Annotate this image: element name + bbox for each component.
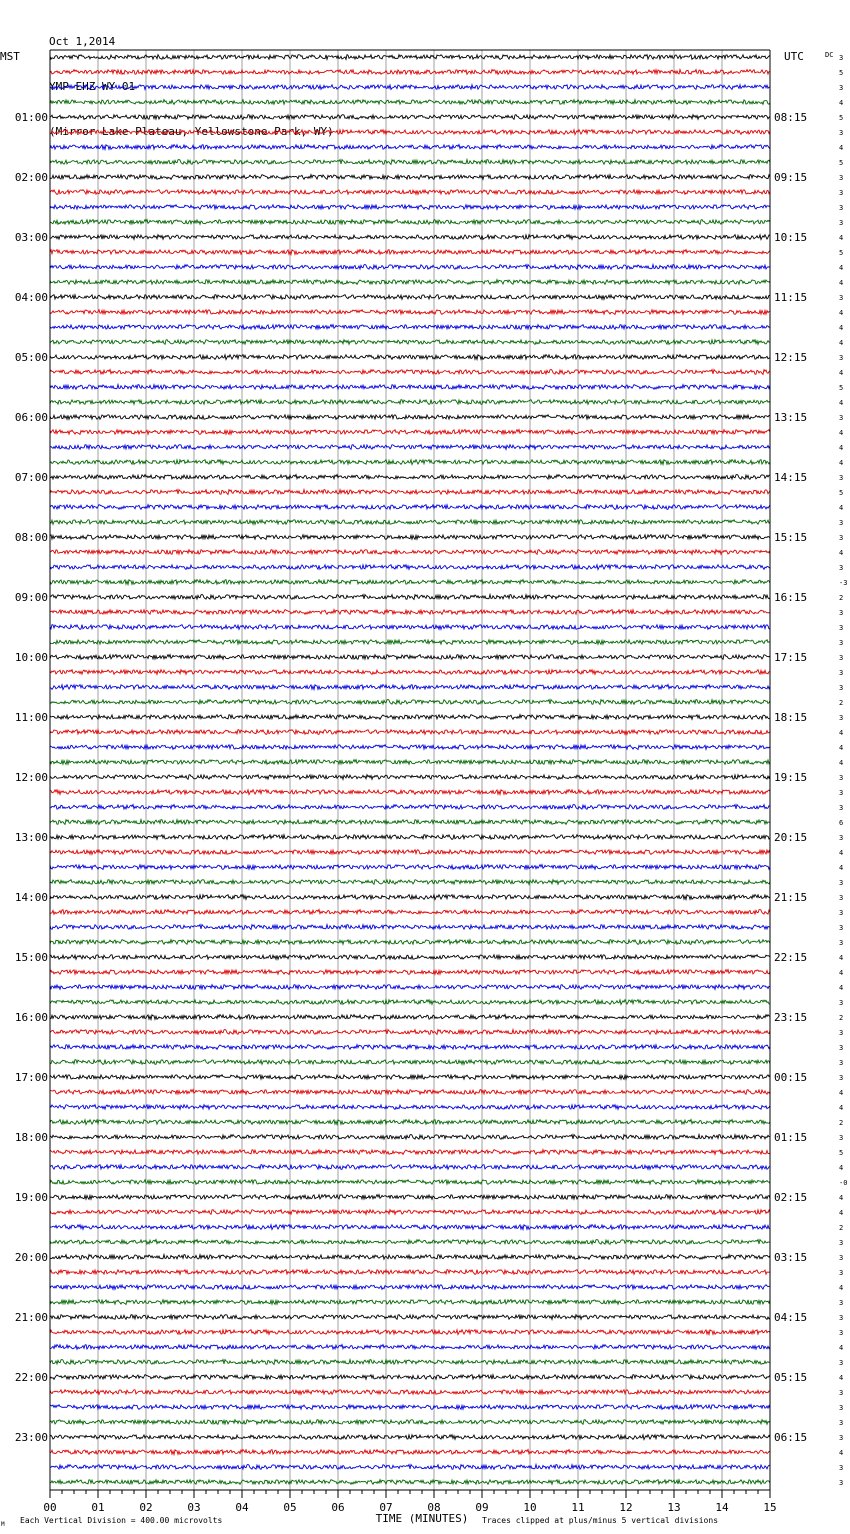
dc-offset-label: 4 (839, 1284, 844, 1292)
dc-offset-label: 3 (839, 1479, 844, 1487)
trace-line (50, 1405, 770, 1410)
dc-offset-label: 4 (839, 864, 844, 872)
left-hour-label: 16:00 (14, 1011, 48, 1024)
trace-line (50, 1480, 770, 1485)
trace-line (50, 970, 770, 975)
right-hour-label: 09:15 (774, 171, 808, 184)
trace-line (50, 1285, 770, 1290)
left-hour-label: 07:00 (14, 471, 48, 484)
trace-line (50, 235, 770, 240)
dc-offset-label: 4 (839, 759, 844, 767)
dc-offset-label: 3 (839, 999, 844, 1007)
trace-line (50, 580, 770, 585)
trace-line (50, 1300, 770, 1305)
trace-line (50, 670, 770, 675)
trace-line (50, 1180, 770, 1185)
dc-offset-label: 4 (839, 969, 844, 977)
trace-line (50, 1030, 770, 1035)
left-hour-label: 21:00 (14, 1311, 48, 1324)
trace-line (50, 1015, 770, 1020)
dc-offset-label: 3 (839, 609, 844, 617)
x-tick-label: 11 (571, 1501, 585, 1514)
trace-line (50, 925, 770, 930)
dc-offset-label: 3 (839, 789, 844, 797)
x-tick-label: 01 (91, 1501, 105, 1514)
x-tick-label: 14 (715, 1501, 729, 1514)
dc-offset-label: 3 (839, 414, 844, 422)
trace-line (50, 1345, 770, 1350)
right-hour-label: 20:15 (774, 831, 808, 844)
left-hour-label: 19:00 (14, 1191, 48, 1204)
trace-line (50, 550, 770, 555)
trace-line (50, 1450, 770, 1455)
dc-offset-label: 4 (839, 954, 844, 962)
trace-line (50, 880, 770, 885)
trace-line (50, 475, 770, 480)
left-hour-label: 15:00 (14, 951, 48, 964)
x-tick-label: 07 (379, 1501, 393, 1514)
dc-offset-label: 4 (839, 504, 844, 512)
chart-date: Oct 1,2014 (49, 35, 116, 48)
left-hour-label: 11:00 (14, 711, 48, 724)
dc-offset-label: 4 (839, 549, 844, 557)
trace-line (50, 1330, 770, 1335)
dc-offset-label: 3 (839, 1359, 844, 1367)
x-tick-label: 06 (331, 1501, 345, 1514)
dc-offset-label: 3 (839, 564, 844, 572)
dc-label: DC (825, 51, 834, 59)
left-hour-label: 01:00 (14, 111, 48, 124)
trace-line (50, 1060, 770, 1065)
dc-offset-label: 4 (839, 744, 844, 752)
trace-line (50, 595, 770, 600)
trace-line (50, 205, 770, 210)
right-hour-label: 22:15 (774, 951, 808, 964)
dc-offset-label: 3 (839, 714, 844, 722)
station-location: (Mirror Lake Plateau, Yellowstone Park, WY) (49, 125, 334, 138)
dc-offset-label: 3 (839, 534, 844, 542)
left-hour-label: 23:00 (14, 1431, 48, 1444)
dc-offset-label: 5 (839, 1149, 844, 1157)
dc-offset-label: 4 (839, 234, 844, 242)
right-hour-label: 17:15 (774, 651, 808, 664)
dc-offset-label: 3 (839, 1314, 844, 1322)
trace-line (50, 745, 770, 750)
trace-line (50, 1270, 770, 1275)
dc-offset-label: 3 (839, 1329, 844, 1337)
right-hour-label: 14:15 (774, 471, 808, 484)
trace-line (50, 100, 770, 105)
dc-offset-label: 3 (839, 879, 844, 887)
trace-line (50, 85, 770, 90)
right-hour-label: 12:15 (774, 351, 808, 364)
dc-offset-label: 4 (839, 1194, 844, 1202)
trace-line (50, 910, 770, 915)
trace-line (50, 895, 770, 900)
trace-line (50, 1420, 770, 1425)
trace-line (50, 340, 770, 345)
trace-line (50, 850, 770, 855)
dc-offset-label: 4 (839, 984, 844, 992)
dc-offset-label: 2 (839, 699, 844, 707)
left-hour-label: 14:00 (14, 891, 48, 904)
dc-offset-label: 5 (839, 384, 844, 392)
dc-offset-label: 4 (839, 279, 844, 287)
dc-offset-label: 3 (839, 1419, 844, 1427)
trace-line (50, 625, 770, 630)
dc-offset-label: 3 (839, 54, 844, 62)
dc-offset-label: 3 (839, 1059, 844, 1067)
trace-line (50, 370, 770, 375)
trace-line (50, 1255, 770, 1260)
trace-line (50, 775, 770, 780)
left-hour-label: 06:00 (14, 411, 48, 424)
dc-offset-label: 2 (839, 1119, 844, 1127)
left-hour-label: 18:00 (14, 1131, 48, 1144)
left-hour-label: 10:00 (14, 651, 48, 664)
trace-line (50, 520, 770, 525)
trace-line (50, 760, 770, 765)
dc-offset-label: 3 (839, 1464, 844, 1472)
x-axis-title: TIME (MINUTES) (375, 1512, 469, 1525)
dc-offset-label: 3 (839, 1074, 844, 1082)
dc-offset-label: 4 (839, 729, 844, 737)
trace-line (50, 940, 770, 945)
trace-line (50, 280, 770, 285)
right-hour-label: 01:15 (774, 1131, 808, 1144)
dc-offset-label: 3 (839, 84, 844, 92)
right-hour-label: 13:15 (774, 411, 808, 424)
x-tick-label: 04 (235, 1501, 249, 1514)
left-hour-label: 13:00 (14, 831, 48, 844)
right-hour-label: 15:15 (774, 531, 808, 544)
dc-offset-label: 4 (839, 324, 844, 332)
footer-clip-note: Traces clipped at plus/minus 5 vertical divisions (482, 1516, 719, 1525)
trace-line (50, 820, 770, 825)
trace-line (50, 325, 770, 330)
x-tick-label: 08 (427, 1501, 441, 1514)
dc-offset-label: 3 (839, 804, 844, 812)
left-hour-label: 09:00 (14, 591, 48, 604)
dc-offset-label: 4 (839, 339, 844, 347)
trace-line (50, 535, 770, 540)
trace-line (50, 445, 770, 450)
left-hour-label: 02:00 (14, 171, 48, 184)
dc-offset-label: 4 (839, 444, 844, 452)
trace-line (50, 565, 770, 570)
trace-line (50, 145, 770, 150)
right-hour-label: 18:15 (774, 711, 808, 724)
trace-line (50, 685, 770, 690)
dc-offset-label: 3 (839, 684, 844, 692)
trace-line (50, 730, 770, 735)
trace-line (50, 505, 770, 510)
trace-line (50, 1105, 770, 1110)
trace-line (50, 1375, 770, 1380)
dc-offset-label: 3 (839, 669, 844, 677)
trace-line (50, 1045, 770, 1050)
x-tick-label: 03 (187, 1501, 201, 1514)
dc-offset-label: 3 (839, 909, 844, 917)
trace-line (50, 400, 770, 405)
dc-offset-label: 5 (839, 249, 844, 257)
left-hour-label: 05:00 (14, 351, 48, 364)
trace-line (50, 1390, 770, 1395)
dc-offset-label: 4 (839, 849, 844, 857)
left-hour-label: 12:00 (14, 771, 48, 784)
trace-line (50, 715, 770, 720)
trace-line (50, 265, 770, 270)
dc-offset-label: 4 (839, 459, 844, 467)
dc-offset-label: 3 (839, 174, 844, 182)
dc-offset-label: 4 (839, 1374, 844, 1382)
right-hour-label: 03:15 (774, 1251, 808, 1264)
right-timezone-label: UTC (784, 50, 804, 63)
trace-line (50, 55, 770, 60)
right-hour-label: 05:15 (774, 1371, 808, 1384)
trace-line (50, 160, 770, 165)
dc-offset-label: 4 (839, 1449, 844, 1457)
axis-labels (0, 50, 847, 1528)
left-hour-label: 22:00 (14, 1371, 48, 1384)
dc-offset-label: 3 (839, 1404, 844, 1412)
dc-offset-label: 5 (839, 489, 844, 497)
trace-line (50, 130, 770, 135)
trace-line (50, 835, 770, 840)
trace-line (50, 1075, 770, 1080)
right-hour-label: 16:15 (774, 591, 808, 604)
trace-line (50, 490, 770, 495)
dc-offset-label: 4 (839, 1344, 844, 1352)
trace-line (50, 1150, 770, 1155)
dc-offset-label: 4 (839, 1104, 844, 1112)
right-hour-label: 23:15 (774, 1011, 808, 1024)
trace-line (50, 610, 770, 615)
right-hour-label: 21:15 (774, 891, 808, 904)
station-name: YMP EHZ WY 01 (49, 80, 136, 93)
left-hour-label: 17:00 (14, 1071, 48, 1084)
seismic-traces (50, 55, 770, 1485)
x-tick-label: 15 (763, 1501, 777, 1514)
dc-offset-label: 3 (839, 129, 844, 137)
dc-offset-label: 3 (839, 1299, 844, 1307)
dc-offset-label: 3 (839, 294, 844, 302)
trace-line (50, 115, 770, 120)
dc-offset-label: -3 (839, 579, 848, 587)
dc-offset-label: 4 (839, 399, 844, 407)
trace-line (50, 385, 770, 390)
dc-offset-label: 5 (839, 159, 844, 167)
trace-line (50, 460, 770, 465)
trace-line (50, 175, 770, 180)
trace-line (50, 1090, 770, 1095)
dc-offset-label: 3 (839, 1029, 844, 1037)
dc-offset-label: 3 (839, 1134, 844, 1142)
dc-offset-label: 4 (839, 99, 844, 107)
dc-offset-label: 3 (839, 1239, 844, 1247)
trace-line (50, 1225, 770, 1230)
trace-line (50, 640, 770, 645)
trace-line (50, 805, 770, 810)
dc-offset-label: 3 (839, 1434, 844, 1442)
dc-offset-label: 3 (839, 519, 844, 527)
x-tick-label: 10 (523, 1501, 537, 1514)
dc-offset-label: 4 (839, 429, 844, 437)
trace-line (50, 190, 770, 195)
trace-line (50, 355, 770, 360)
dc-offset-label: 4 (839, 1089, 844, 1097)
trace-line (50, 1165, 770, 1170)
trace-line (50, 955, 770, 960)
left-timezone-label: MST (0, 50, 20, 63)
right-hour-label: 00:15 (774, 1071, 808, 1084)
trace-line (50, 790, 770, 795)
dc-offset-label: -0 (839, 1179, 848, 1187)
dc-offset-label: 4 (839, 264, 844, 272)
dc-offset-label: 3 (839, 1269, 844, 1277)
dc-offset-label: 2 (839, 1014, 844, 1022)
trace-line (50, 1315, 770, 1320)
left-hour-label: 20:00 (14, 1251, 48, 1264)
trace-line (50, 1465, 770, 1470)
trace-line (50, 1135, 770, 1140)
dc-offset-label: 4 (839, 369, 844, 377)
trace-line (50, 1360, 770, 1365)
dc-offset-label: 3 (839, 1389, 844, 1397)
dc-offset-label: 3 (839, 894, 844, 902)
dc-offset-label: 3 (839, 639, 844, 647)
dc-offset-label: 3 (839, 834, 844, 842)
trace-line (50, 1195, 770, 1200)
trace-line (50, 70, 770, 75)
trace-line (50, 700, 770, 705)
dc-offset-label: 2 (839, 1224, 844, 1232)
dc-offset-label: 3 (839, 1254, 844, 1262)
dc-offset-label: 3 (839, 1044, 844, 1052)
right-hour-label: 11:15 (774, 291, 808, 304)
dc-offset-label: 5 (839, 69, 844, 77)
trace-line (50, 985, 770, 990)
dc-offset-label: 3 (839, 774, 844, 782)
dc-offset-label: 3 (839, 219, 844, 227)
trace-line (50, 1210, 770, 1215)
trace-line (50, 310, 770, 315)
trace-line (50, 865, 770, 870)
dc-offset-label: 4 (839, 144, 844, 152)
left-hour-label: 04:00 (14, 291, 48, 304)
dc-offset-label: 2 (839, 594, 844, 602)
left-hour-label: 03:00 (14, 231, 48, 244)
trace-line (50, 415, 770, 420)
footer-mark: M (1, 1521, 5, 1528)
dc-offset-label: 3 (839, 624, 844, 632)
trace-line (50, 250, 770, 255)
dc-offset-label: 3 (839, 354, 844, 362)
left-hour-label: 08:00 (14, 531, 48, 544)
dc-offset-label: 3 (839, 924, 844, 932)
x-tick-label: 09 (475, 1501, 489, 1514)
trace-line (50, 430, 770, 435)
x-tick-label: 00 (43, 1501, 57, 1514)
trace-line (50, 1000, 770, 1005)
right-hour-label: 02:15 (774, 1191, 808, 1204)
x-tick-label: 05 (283, 1501, 297, 1514)
right-hour-label: 19:15 (774, 771, 808, 784)
dc-offset-label: 3 (839, 939, 844, 947)
right-hour-label: 08:15 (774, 111, 808, 124)
x-tick-label: 13 (667, 1501, 681, 1514)
footer-scale-note: Each Vertical Division = 400.00 microvolts (20, 1516, 223, 1525)
dc-offset-label: 3 (839, 204, 844, 212)
x-tick-label: 02 (139, 1501, 153, 1514)
trace-line (50, 1240, 770, 1245)
trace-line (50, 220, 770, 225)
right-hour-label: 06:15 (774, 1431, 808, 1444)
trace-line (50, 655, 770, 660)
right-hour-label: 10:15 (774, 231, 808, 244)
trace-line (50, 1435, 770, 1440)
trace-line (50, 295, 770, 300)
dc-offset-label: 3 (839, 474, 844, 482)
dc-offset-label: 3 (839, 654, 844, 662)
dc-offset-label: 4 (839, 309, 844, 317)
dc-offset-label: 4 (839, 1209, 844, 1217)
trace-line (50, 1120, 770, 1125)
dc-offset-label: 3 (839, 189, 844, 197)
dc-offset-label: 6 (839, 819, 844, 827)
right-hour-label: 04:15 (774, 1311, 808, 1324)
dc-offset-label: 4 (839, 1164, 844, 1172)
dc-offset-label: 5 (839, 114, 844, 122)
x-tick-label: 12 (619, 1501, 633, 1514)
